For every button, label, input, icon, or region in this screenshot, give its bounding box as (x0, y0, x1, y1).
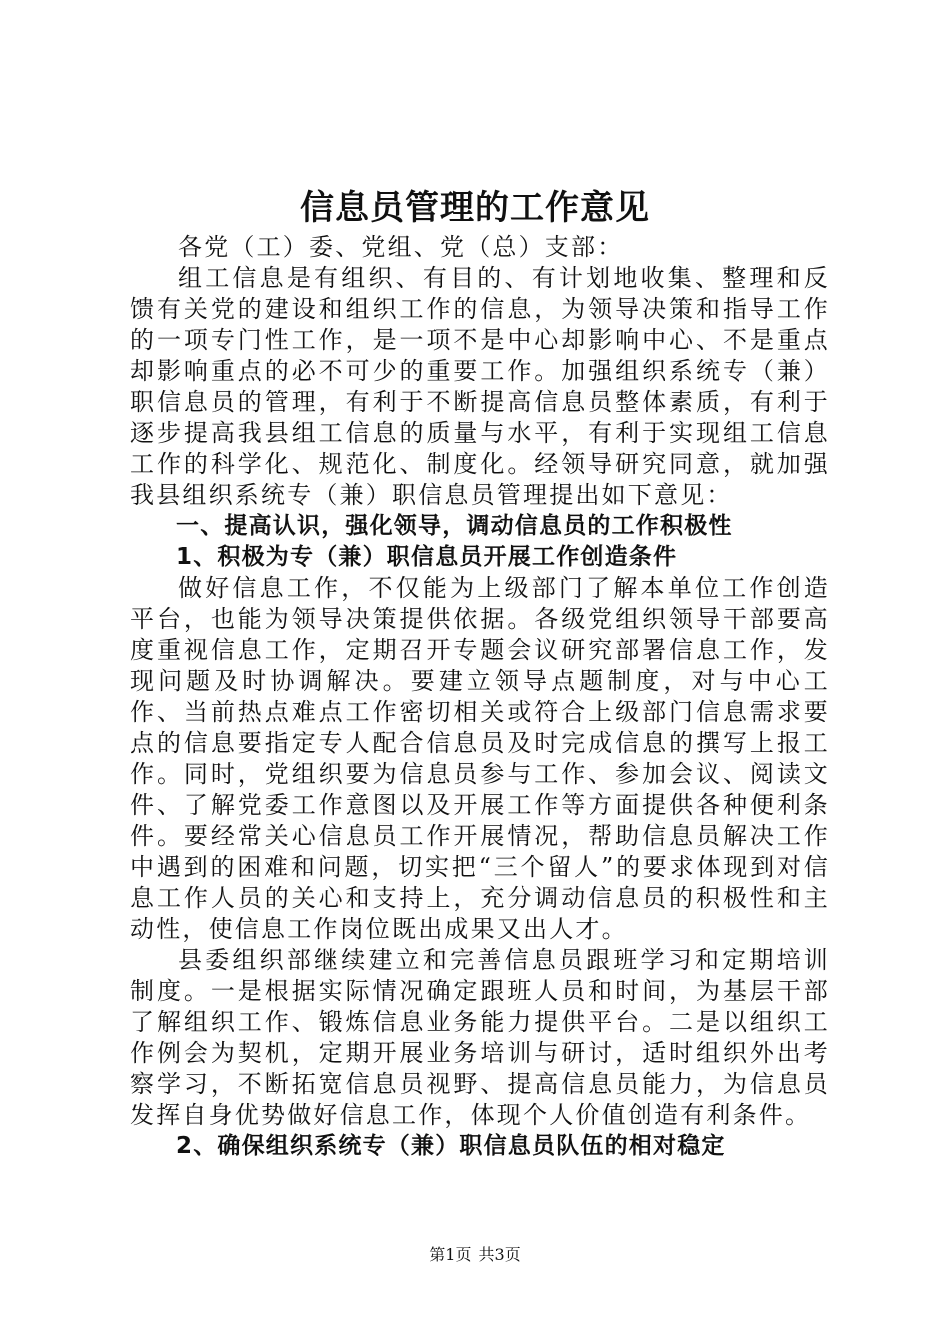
page-footer (0, 1243, 950, 1267)
document-body (130, 232, 830, 1162)
subsection-heading-2: 2、确保组织系统专（兼）职信息员队伍的相对稳定 (176, 1133, 726, 1159)
page-number: 第1页 (429, 1245, 472, 1264)
body-paragraph-2: 县委组织部继续建立和完善信息员跟班学习和定期培训制度。一是根据实际情况确定跟班人员和时间，为基层干部了解组织工作、锻炼信息业务能力提供平台。二是以组织工作例会为契机，定期开展业务培训与研讨，适时组织外出考察学习，不断拓宽信息员视野、提高信息员能力，为信息员发挥自身优势做好信息工作，体现个人价值创造有利条件。 (130, 946, 830, 1129)
intro-paragraph: 组工信息是有组织、有目的、有计划地收集、整理和反馈有关党的建设和组织工作的信息，为领导决策和指导工作的一项专门性工作，是一项不是中心却影响中心、不是重点却影响重点的必不可少的重要工作。加强组织系统专（兼）职信息员的管理，有利于不断提高信息员整体素质，有利于逐步提高我县组工信息的质量与水平，有利于实现组工信息工作的科学化、规范化、制度化。经领导研究同意，就加强我县组织系统专（兼）职信息员管理提出如下意见： (130, 264, 830, 509)
body-paragraph-1: 做好信息工作，不仅能为上级部门了解本单位工作创造平台，也能为领导决策提供依据。各级党组织领导干部要高度重视信息工作，定期召开专题会议研究部署信息工作，发现问题及时协调解决。要建立领导点题制度，对与中心工作、当前热点难点工作密切相关或符合上级部门信息需求要点的信息要指定专人配合信息员及时完成信息的撰写上报工作。同时，党组织要为信息员参与工作、参加会议、阅读文件、了解党委工作意图以及开展工作等方面提供各种便利条件。要经常关心信息员工作开展情况，帮助信息员解决工作中遇到的困难和问题，切实把“三个留人”的要求体现到对信息工作人员的关心和支持上，充分调动信息员的积极性和主动性，使信息工作岗位既出成果又出人才。 (130, 574, 830, 943)
page-total: 共3页 (478, 1245, 521, 1264)
document-title: 信息员管理的工作意见 (300, 188, 650, 228)
section-heading-1: 一、提高认识，强化领导，调动信息员的工作积极性 (176, 513, 733, 539)
salutation: 各党（工）委、党组、党（总）支部： (178, 233, 624, 261)
subsection-heading-1: 1、积极为专（兼）职信息员开展工作创造条件 (176, 544, 678, 570)
